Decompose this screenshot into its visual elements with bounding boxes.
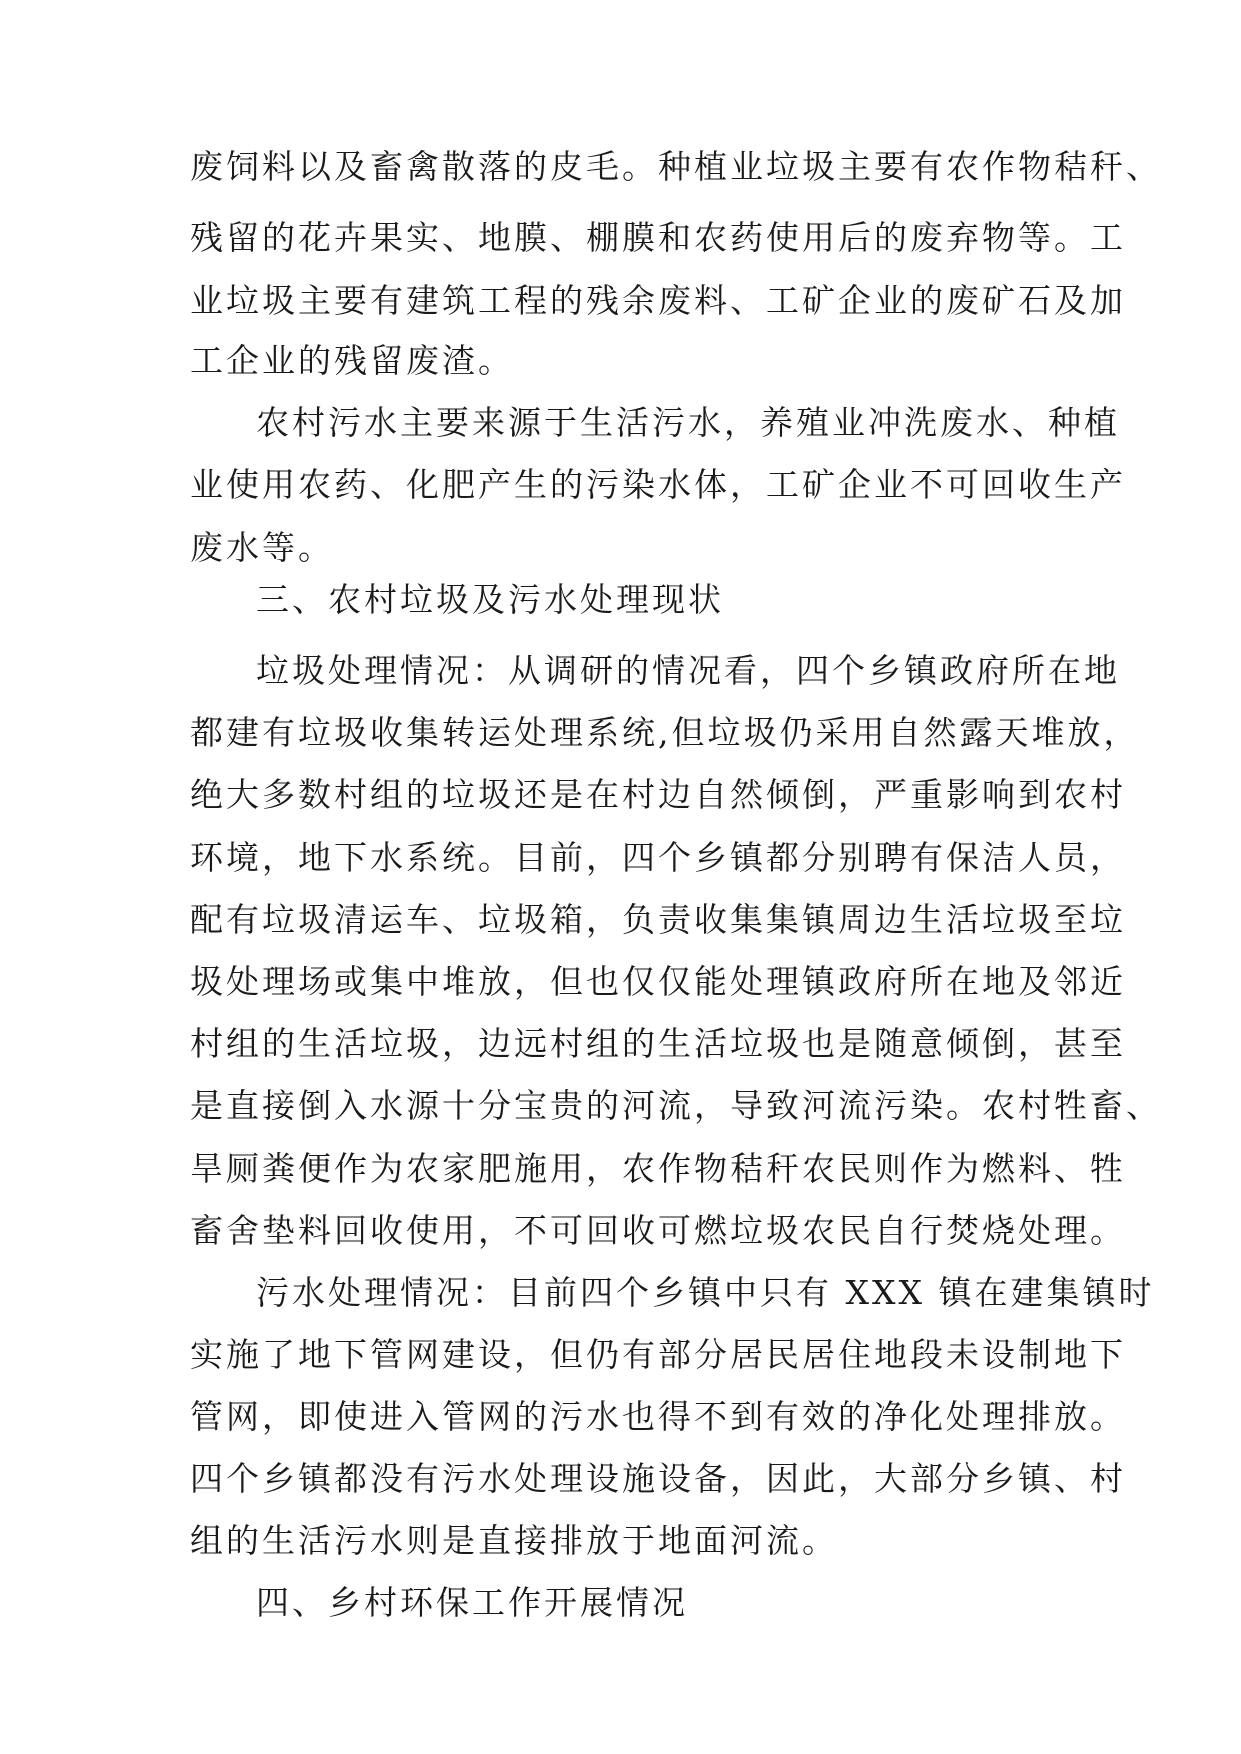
paragraph-start-line: 农村污水主要来源于生活污水，养殖业冲洗废水、种植 [256,403,1120,442]
text-line: 旱厕粪便作为农家肥施用，农作物秸秆农民则作为燃料、牲 [190,1149,1126,1188]
text-line: 废水等。 [190,528,334,567]
paragraph-start-line: 垃圾处理情况：从调研的情况看，四个乡镇政府所在地 [256,651,1120,690]
text-line: 实施了地下管网建设，但仍有部分居民居住地段未设制地下 [190,1335,1126,1374]
text-line: 圾处理场或集中堆放，但也仅仅能处理镇政府所在地及邻近 [190,962,1126,1001]
text-line: 管网，即使进入管网的污水也得不到有效的净化处理排放。 [190,1397,1126,1436]
text-line: 村组的生活垃圾，边远村组的生活垃圾也是随意倾倒，甚至 [190,1024,1126,1063]
text-line: 绝大多数村组的垃圾还是在村边自然倾倒，严重影响到农村 [190,775,1126,814]
text-line: 是直接倒入水源十分宝贵的河流，导致河流污染。农村牲畜、 [190,1086,1162,1125]
text-line: 配有垃圾清运车、垃圾箱，负责收集集镇周边生活垃圾至垃 [190,900,1126,939]
text-line: 工企业的残留废渣。 [190,341,514,380]
text-line: 业使用农药、化肥产生的污染水体，工矿企业不可回收生产 [190,465,1126,504]
text-line: 畜舍垫料回收使用，不可回收可燃垃圾农民自行焚烧处理。 [190,1211,1126,1250]
text-line: 废饲料以及畜禽散落的皮毛。种植业垃圾主要有农作物秸秆、 [190,147,1162,186]
section-heading: 四、乡村环保工作开展情况 [256,1583,688,1622]
paragraph-start-line: 污水处理情况：目前四个乡镇中只有 XXX 镇在建集镇时 [256,1273,1155,1312]
text-line: 都建有垃圾收集转运处理系统,但垃圾仍采用自然露天堆放， [190,713,1140,752]
section-heading: 三、农村垃圾及污水处理现状 [256,580,724,619]
text-line: 业垃圾主要有建筑工程的残余废料、工矿企业的废矿石及加 [190,281,1126,320]
text-line: 组的生活污水则是直接排放于地面河流。 [190,1521,838,1560]
text-line: 残留的花卉果实、地膜、棚膜和农药使用后的废弃物等。工 [190,218,1126,257]
text-line: 四个乡镇都没有污水处理设施设备，因此，大部分乡镇、村 [190,1459,1126,1498]
text-line: 环境，地下水系统。目前，四个乡镇都分别聘有保洁人员， [190,838,1126,877]
